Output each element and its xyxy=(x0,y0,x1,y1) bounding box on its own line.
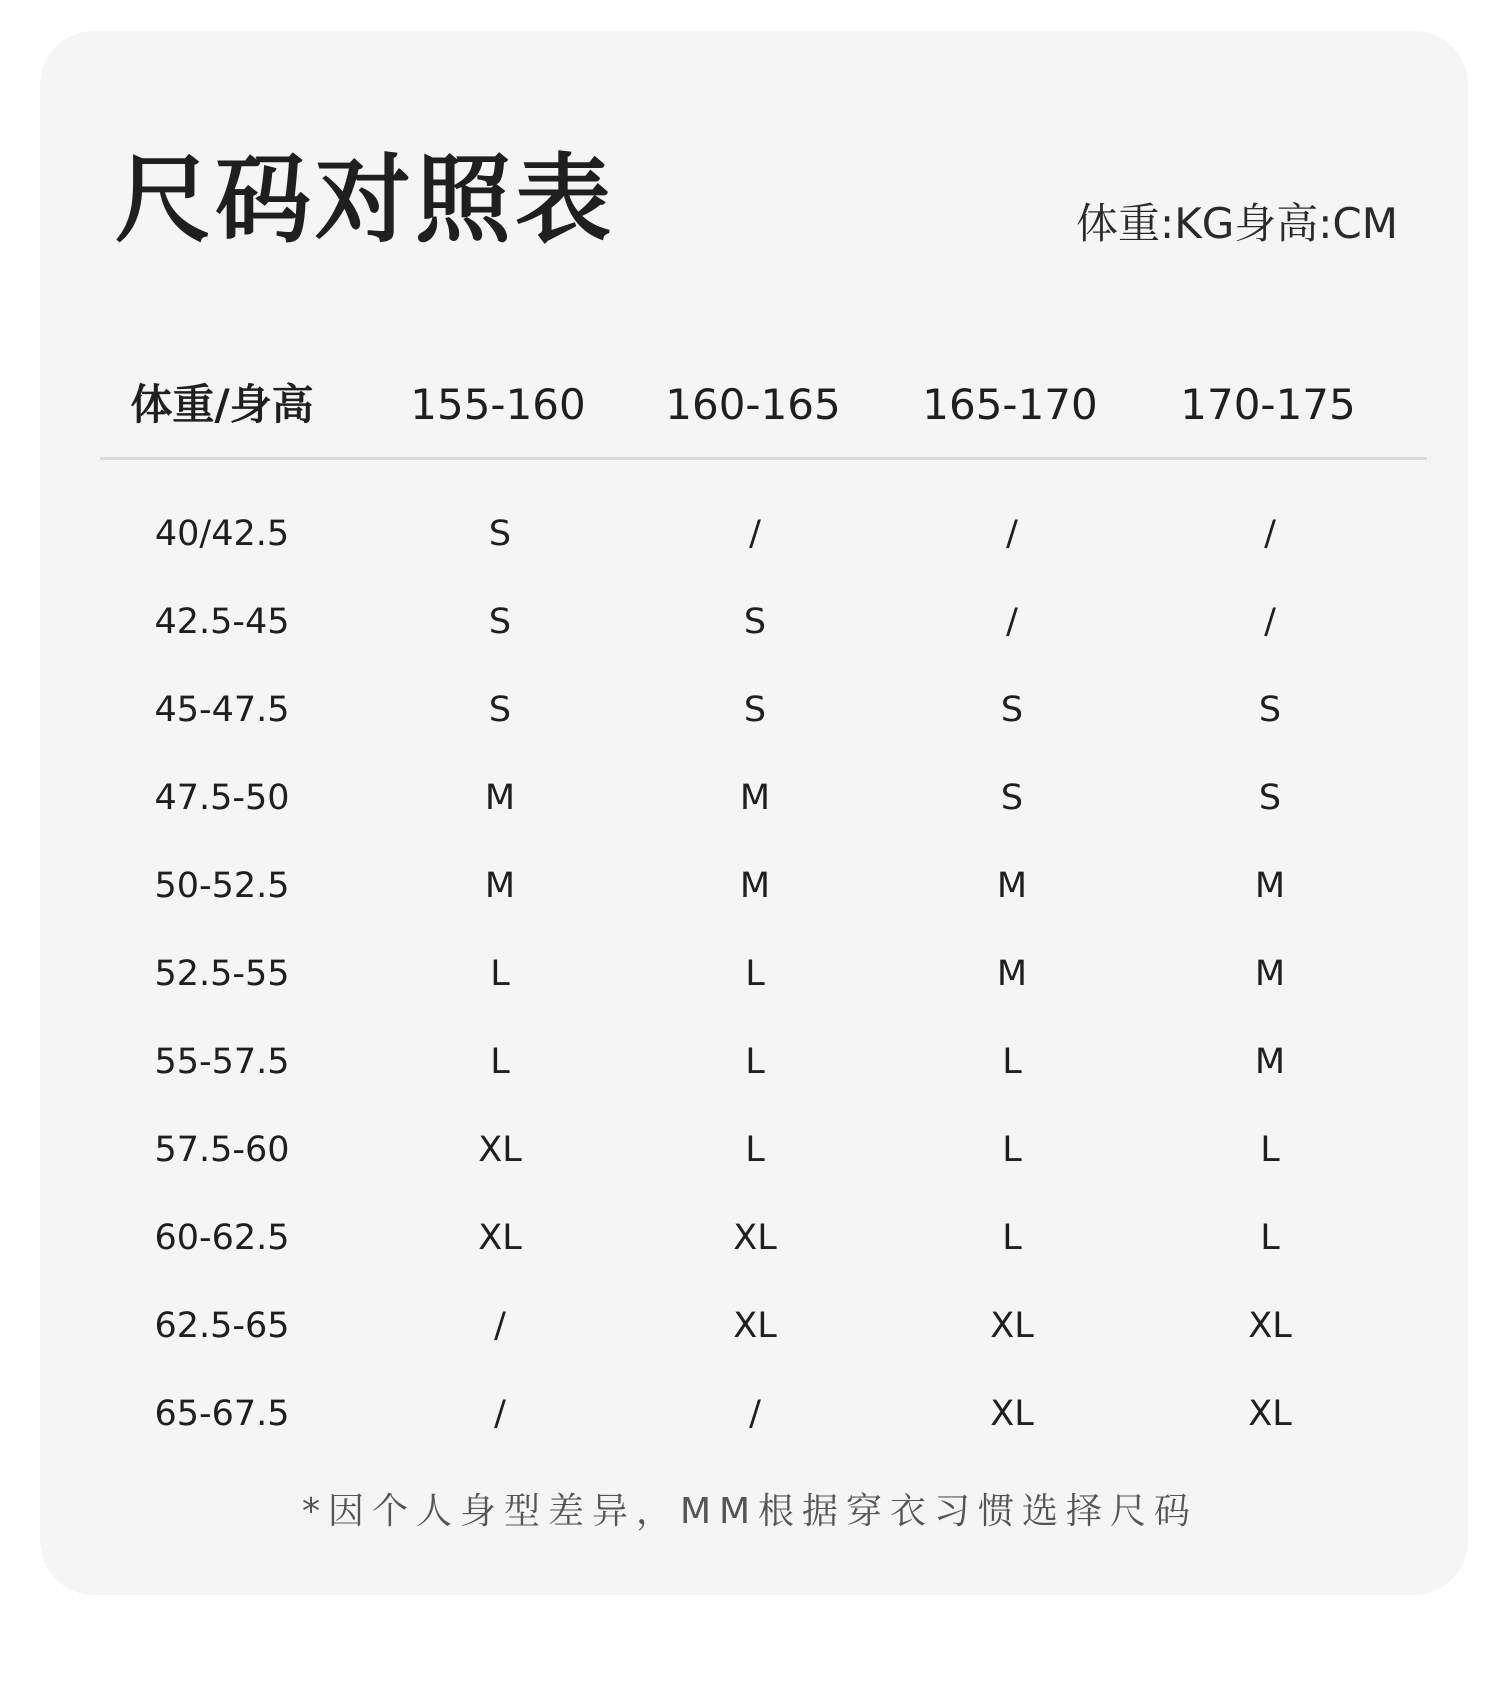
size-cell: / xyxy=(494,1306,506,1346)
size-cell: S xyxy=(1258,778,1282,818)
table-row xyxy=(0,842,1500,930)
weight-cell: 62.5-65 xyxy=(154,1306,290,1346)
table-body xyxy=(0,490,1500,1458)
table-header xyxy=(0,377,1500,433)
size-cell: S xyxy=(488,690,512,730)
size-cell: S xyxy=(488,514,512,554)
table-row xyxy=(0,1106,1500,1194)
size-cell: S xyxy=(1000,778,1024,818)
size-cell: M xyxy=(1254,954,1286,994)
table-row xyxy=(0,490,1500,578)
header-divider xyxy=(100,457,1427,460)
size-cell: M xyxy=(484,866,516,906)
weight-cell: 50-52.5 xyxy=(154,866,290,906)
size-cell: L xyxy=(490,954,510,994)
weight-cell: 45-47.5 xyxy=(154,690,290,730)
size-cell: M xyxy=(996,866,1028,906)
header-height-160-165: 160-165 xyxy=(665,380,841,429)
table-row xyxy=(0,930,1500,1018)
weight-cell: 65-67.5 xyxy=(154,1394,290,1434)
size-cell: / xyxy=(749,1394,761,1434)
size-cell: S xyxy=(488,602,512,642)
table-row xyxy=(0,1018,1500,1106)
size-cell: XL xyxy=(1248,1306,1292,1346)
header-height-170-175: 170-175 xyxy=(1180,380,1356,429)
size-cell: XL xyxy=(1248,1394,1292,1434)
size-cell: / xyxy=(1006,514,1018,554)
weight-cell: 55-57.5 xyxy=(154,1042,290,1082)
size-cell: S xyxy=(743,602,767,642)
size-cell: M xyxy=(1254,1042,1286,1082)
table-row xyxy=(0,666,1500,754)
table-row xyxy=(0,1282,1500,1370)
size-cell: XL xyxy=(733,1218,777,1258)
header-weight-height: 体重/身高 xyxy=(130,380,314,429)
size-cell: L xyxy=(1260,1130,1280,1170)
size-cell: / xyxy=(494,1394,506,1434)
table-row xyxy=(0,754,1500,842)
size-cell: S xyxy=(1000,690,1024,730)
size-cell: S xyxy=(1258,690,1282,730)
size-cell: M xyxy=(484,778,516,818)
weight-cell: 52.5-55 xyxy=(154,954,290,994)
size-cell: XL xyxy=(478,1218,522,1258)
size-cell: XL xyxy=(733,1306,777,1346)
weight-cell: 60-62.5 xyxy=(154,1218,290,1258)
size-cell: XL xyxy=(990,1394,1034,1434)
weight-cell: 40/42.5 xyxy=(154,514,290,554)
table-row xyxy=(0,578,1500,666)
size-cell: M xyxy=(739,866,771,906)
weight-cell: 57.5-60 xyxy=(154,1130,290,1170)
size-cell: L xyxy=(745,1130,765,1170)
size-cell: M xyxy=(1254,866,1286,906)
size-cell: L xyxy=(1002,1042,1022,1082)
size-cell: / xyxy=(1264,514,1276,554)
size-cell: S xyxy=(743,690,767,730)
size-cell: M xyxy=(996,954,1028,994)
header-height-165-170: 165-170 xyxy=(922,380,1098,429)
weight-cell: 42.5-45 xyxy=(154,602,290,642)
size-cell: / xyxy=(749,514,761,554)
table-row xyxy=(0,1370,1500,1458)
weight-cell: 47.5-50 xyxy=(154,778,290,818)
size-cell: L xyxy=(1260,1218,1280,1258)
size-cell: L xyxy=(490,1042,510,1082)
size-cell: L xyxy=(745,1042,765,1082)
size-cell: XL xyxy=(478,1130,522,1170)
unit-note: 体重:KG身高:CM xyxy=(1076,199,1398,248)
size-cell: M xyxy=(739,778,771,818)
size-cell: L xyxy=(745,954,765,994)
footnote: *因个人身型差异，MM根据穿衣习惯选择尺码 xyxy=(301,1491,1199,1532)
size-cell: L xyxy=(1002,1130,1022,1170)
header-height-155-160: 155-160 xyxy=(410,380,586,429)
size-cell: / xyxy=(1006,602,1018,642)
table-row xyxy=(0,1194,1500,1282)
size-cell: / xyxy=(1264,602,1276,642)
page-title: 尺码对照表 xyxy=(115,144,615,256)
size-cell: L xyxy=(1002,1218,1022,1258)
size-cell: XL xyxy=(990,1306,1034,1346)
